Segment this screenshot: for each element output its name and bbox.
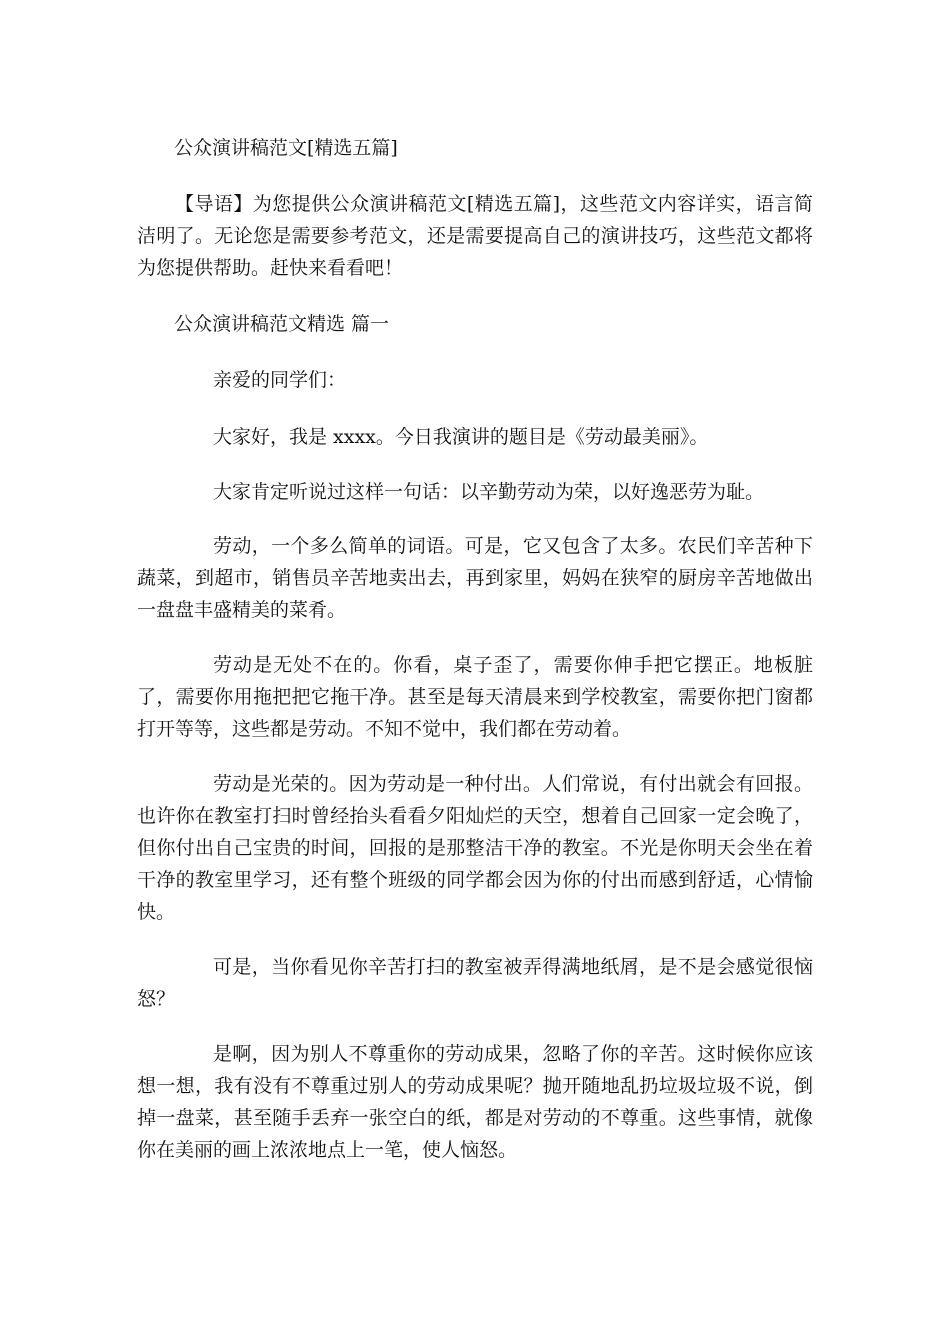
body-paragraph: 劳动，一个多么简单的词语。可是，它又包含了太多。农民们辛苦种下蔬菜，到超市，销售员辛苦地卖出去，再到家里，妈妈在狭窄的厨房辛苦地做出一盘盘丰盛精美的菜肴。 xyxy=(137,535,813,621)
body-paragraph: 是啊，因为别人不尊重你的劳动成果，忽略了你的辛苦。这时候你应该想一想，我有没有不尊重过别人的劳动成果呢？抛开随地乱扔垃圾垃圾不说，倒掉一盘菜，甚至随手丢弃一张空白的纸，都是对劳动的不尊重。这些事情，就像你在美丽的画上浓浓地点上一笔，使人恼怒。 xyxy=(137,1043,813,1161)
salutation: 亲爱的同学们： xyxy=(213,369,347,391)
body-paragraph: 劳动是无处不在的。你看，桌子歪了，需要你伸手把它摆正。地板脏了，需要你用拖把把它拖干净。甚至是每天清晨来到学校教室，需要你把门窗都打开等等，这些都是劳动。不知不觉中，我们都在劳动着。 xyxy=(137,654,813,740)
saying-line: 大家肯定听说过这样一句话：以辛勤劳动为荣，以好逸恶劳为耻。 xyxy=(213,481,765,503)
document-title: 公众演讲稿范文[精选五篇] xyxy=(174,137,398,159)
greeting-line: 大家好，我是 xxxx。今日我演讲的题目是《劳动最美丽》。 xyxy=(213,426,709,448)
intro-paragraph: 【导语】为您提供公众演讲稿范文[精选五篇]，这些范文内容详实，语言简洁明了。无论您是需要参考范文，还是需要提高自己的演讲技巧，这些范文都将为您提供帮助。赶快来看看吧！ xyxy=(137,193,813,279)
section-heading: 公众演讲稿范文精选 篇一 xyxy=(174,313,390,335)
body-paragraph: 劳动是光荣的。因为劳动是一种付出。人们常说，有付出就会有回报。也许你在教室打扫时曾经抬头看看夕阳灿烂的天空，想着自己回家一定会晚了，但你付出自己宝贵的时间，回报的是那整洁干净的教室。不光是你明天会坐在着干净的教室里学习，还有整个班级的同学都会因为你的付出而感到舒适，心情愉快。 xyxy=(137,773,813,923)
body-paragraph: 可是，当你看见你辛苦打扫的教室被弄得满地纸屑，是不是会感觉很恼怒？ xyxy=(137,956,813,1010)
